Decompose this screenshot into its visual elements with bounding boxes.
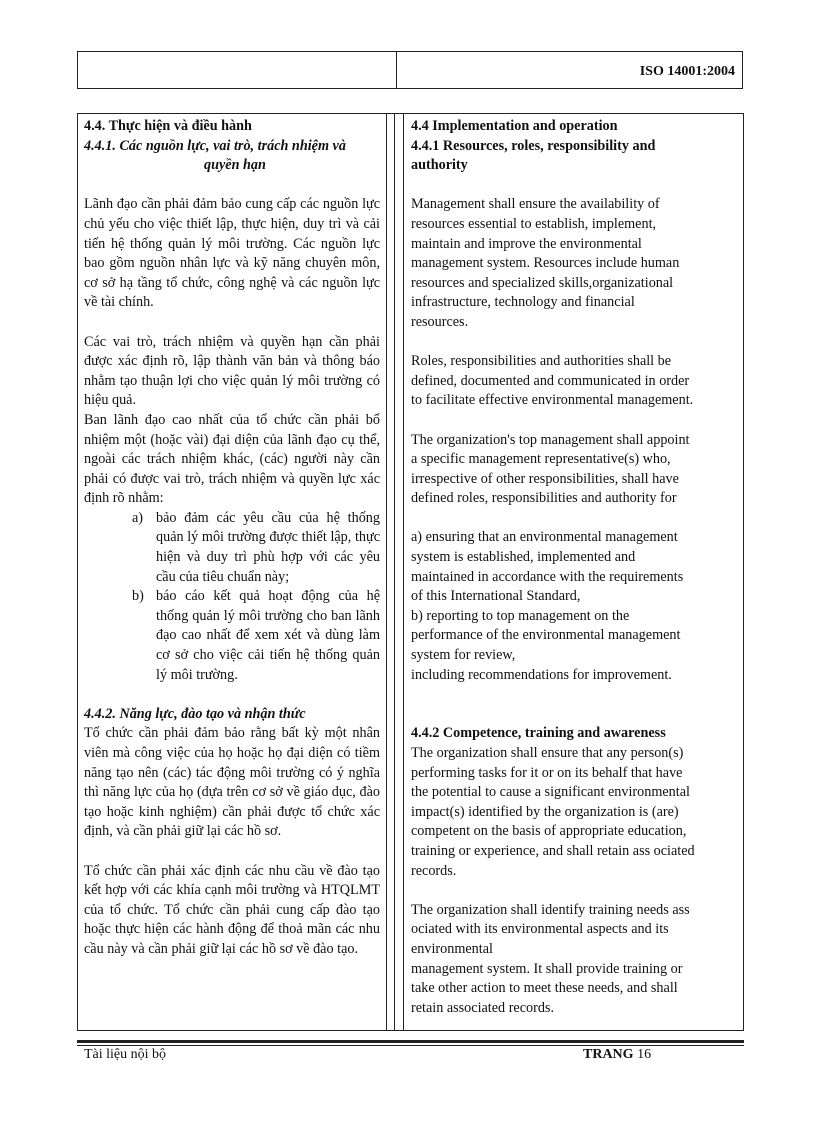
text-line: Roles, responsibilities and authorities shall be [411, 353, 672, 370]
text-line: management system. Resources include human [411, 255, 680, 272]
text-line: Management shall ensure the availability of [411, 196, 660, 213]
text-line: system for review, [411, 647, 516, 664]
footer-rule-thin [77, 1045, 744, 1046]
page-label: TRANG [583, 1047, 634, 1062]
text-line: a specific management representative(s) who, [411, 451, 671, 468]
text-line: records. [411, 862, 457, 879]
text-line: of this International Standard, [411, 588, 581, 605]
footer-rule-thick [77, 1040, 744, 1043]
text-line: to facilitate effective environmental management. [411, 392, 694, 409]
vn-subsection-heading: 4.4.2. Năng lực, đào tạo và nhận thức [84, 705, 306, 722]
text-line: b) reporting to top management on the [411, 607, 630, 624]
en-paragraph [411, 744, 737, 881]
list-text: báo cáo kết quả hoạt động của hệ thống quản lý môi trường cho ban lãnh đạo cao nhất để xem xét và dùng làm cơ sở cho việc cải tiến hệ thống quản lý môi trường. [156, 588, 380, 683]
page-header-table [77, 51, 743, 89]
text-line: defined roles, responsibilities and authority for [411, 490, 677, 507]
text-line: maintain and improve the environmental [411, 235, 642, 252]
text-line: performing tasks for it or on its behalf that have [411, 764, 683, 781]
english-column [411, 117, 737, 1018]
page-number-label [583, 1047, 651, 1063]
footer-left-text: Tài liệu nội bộ [84, 1047, 167, 1062]
text-line: competent on the basis of appropriate education, [411, 823, 687, 840]
text-line: The organization's top management shall appoint [411, 431, 690, 448]
page-number: 16 [637, 1047, 652, 1062]
text-line: defined, documented and communicated in order [411, 372, 690, 389]
text-line: management system. It shall provide training or [411, 960, 683, 977]
list-text: bảo đảm các yêu cầu của hệ thống quản lý môi trường được thiết lập, thực hiện và duy trì phù hợp với các yêu cầu của tiêu chuẩn này; [156, 509, 380, 585]
text-line: infrastructure, technology and financial [411, 294, 635, 311]
en-subsection-heading: 4.4.1 Resources, roles, responsibility and [411, 137, 656, 154]
vn-paragraph: Tổ chức cần phải đảm bảo rằng bất kỳ một nhân viên mà công việc của họ hoặc họ đại diện có tiềm năng tạo nên (các) tác động môi trường có ý nghĩa thì năng lực của họ (dựa trên cơ sở về giáo dục, đào tạo hoặc kinh nghiệm) cần phải được tổ chức xác định, và cần phải giữ lại các hồ sơ. [84, 725, 380, 840]
text-line: ociated with its environmental aspects and its [411, 921, 669, 938]
text-line: training or experience, and shall retain ass ociated [411, 842, 695, 859]
en-paragraph [411, 195, 737, 332]
text-line: irrespective of other responsibilities, shall have [411, 470, 679, 487]
en-paragraph [411, 901, 737, 1019]
vn-list-item [132, 587, 380, 685]
column-divider-inner [403, 114, 407, 1030]
vn-list-item [132, 509, 380, 587]
column-divider [386, 114, 395, 1030]
vietnamese-column [84, 117, 380, 960]
text-line: a) ensuring that an environmental management [411, 529, 678, 546]
vn-paragraph: Các vai trò, trách nhiệm và quyền hạn cần phải được xác định rõ, lập thành văn bản và thông báo nhằm tạo thuận lợi cho việc quản lý môi trường có hiệu quả. [84, 333, 380, 409]
vn-paragraph: Ban lãnh đạo cao nhất của tổ chức cần phải bổ nhiệm một (hoặc vài) đại diện của lãnh đạo cụ thể, ngoài các trách nhiệm khác, (các) người này cần phải có được vai trò, trách nhiệm và quyền lực xác định rõ nhằm: [84, 411, 380, 507]
en-paragraph [411, 431, 737, 509]
text-line: resources essential to establish, implement, [411, 215, 657, 232]
en-paragraph [411, 528, 737, 685]
en-subsection-heading: 4.4.2 Competence, training and awareness [411, 725, 666, 742]
vn-subsection-heading-cont: quyền hạn [204, 157, 266, 174]
standard-label: ISO 14001:2004 [639, 64, 735, 79]
text-line: the potential to cause a significant environmental [411, 784, 690, 801]
text-line: system is established, implemented and [411, 549, 636, 566]
text-line: The organization shall ensure that any person(s) [411, 745, 684, 761]
text-line: environmental [411, 940, 493, 957]
en-section-heading: 4.4 Implementation and operation [411, 118, 618, 134]
bilingual-table [77, 113, 744, 1031]
list-marker: b) [132, 588, 144, 605]
text-line: take other action to meet these needs, and shall [411, 980, 678, 997]
list-marker: a) [132, 509, 144, 526]
text-line: including recommendations for improvement. [411, 666, 672, 683]
text-line: retain associated records. [411, 999, 554, 1016]
vn-subsection-heading: 4.4.1. Các nguồn lực, vai trò, trách nhiệm và [84, 137, 346, 154]
vn-section-heading: 4.4. Thực hiện và điều hành [84, 118, 252, 134]
text-line: performance of the environmental management [411, 627, 681, 644]
vn-paragraph: Lãnh đạo cần phải đảm bảo cung cấp các nguồn lực chủ yếu cho việc thiết lập, thực hiện, duy trì và cải tiến hệ thống quản lý môi trường. Các nguồn lực bao gồm nguồn nhân lực và kỹ năng chuyên môn, cơ sở hạ tầng tổ chức, công nghệ và các nguồn lực về tài chính. [84, 196, 380, 311]
text-line: impact(s) identified by the organization is (are) [411, 803, 679, 820]
text-line: resources and specialized skills,organizational [411, 274, 674, 291]
text-line: maintained in accordance with the requirements [411, 568, 684, 585]
header-empty-cell [78, 52, 397, 88]
text-line: resources. [411, 313, 469, 330]
en-subsection-heading-cont: authority [411, 157, 468, 174]
vn-paragraph: Tổ chức cần phải xác định các nhu cầu về đào tạo kết hợp với các khía cạnh môi trường và HTQLMT của tổ chức. Tổ chức cần phải cung cấp đào tạo hoặc thực hiện các hành động để thoả mãn các nhu cầu này và cần phải giữ lại các hồ sơ về đào tạo. [84, 862, 380, 957]
text-line: The organization shall identify training needs ass [411, 901, 690, 918]
en-paragraph [411, 352, 737, 411]
